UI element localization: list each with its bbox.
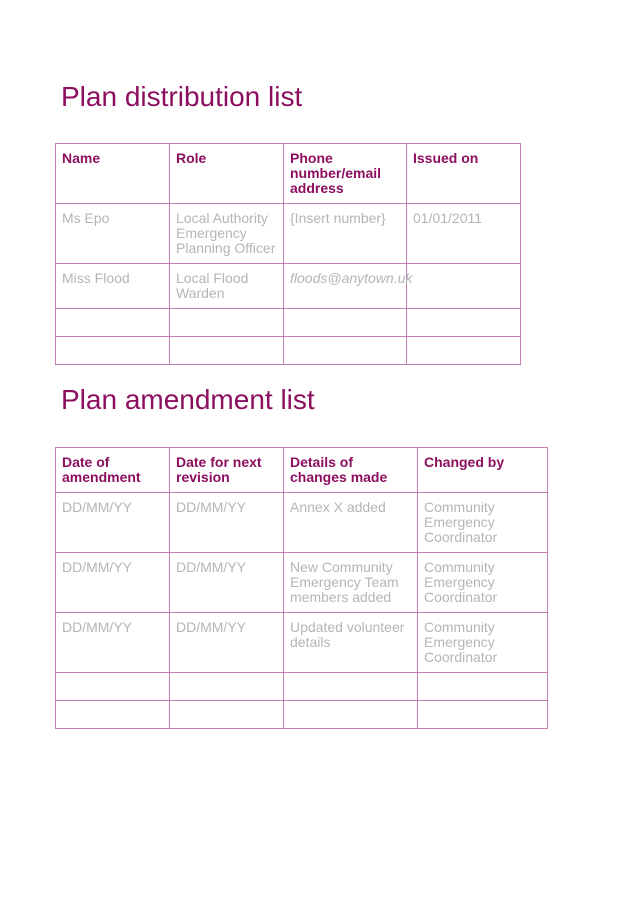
table-row <box>56 493 548 553</box>
table-row <box>56 337 521 365</box>
table-row <box>56 701 548 729</box>
cell: Community Emergency Coordinator <box>418 613 548 673</box>
amendment-title: Plan amendment list <box>61 384 315 415</box>
cell <box>284 673 418 701</box>
cell <box>56 673 170 701</box>
distribution-table <box>55 143 521 365</box>
cell <box>407 264 521 309</box>
cell: Miss Flood <box>56 264 170 309</box>
cell <box>407 309 521 337</box>
cell: Ms Epo <box>56 204 170 264</box>
table-header-row <box>56 144 521 204</box>
header-cell: Date for next revision <box>170 448 284 493</box>
cell: DD/MM/YY <box>56 553 170 613</box>
cell: Community Emergency Coordinator <box>418 553 548 613</box>
table-row <box>56 553 548 613</box>
table-row <box>56 204 521 264</box>
cell <box>170 673 284 701</box>
cell: {Insert number} <box>284 204 407 264</box>
cell: DD/MM/YY <box>170 613 284 673</box>
table-row <box>56 309 521 337</box>
header-cell: Name <box>56 144 170 204</box>
cell: Updated volunteer details <box>284 613 418 673</box>
table-row <box>56 673 548 701</box>
cell: DD/MM/YY <box>170 553 284 613</box>
table-row <box>56 264 521 309</box>
cell <box>418 673 548 701</box>
cell <box>170 701 284 729</box>
cell <box>418 701 548 729</box>
amendment-table <box>55 447 548 729</box>
cell <box>284 337 407 365</box>
cell <box>56 337 170 365</box>
cell: Local Flood Warden <box>170 264 284 309</box>
distribution-title: Plan distribution list <box>61 81 303 112</box>
header-cell: Changed by <box>418 448 548 493</box>
table-header-row <box>56 448 548 493</box>
table-row <box>56 613 548 673</box>
cell <box>284 701 418 729</box>
header-cell: Role <box>170 144 284 204</box>
cell <box>284 309 407 337</box>
cell: New Community Emergency Team members added <box>284 553 418 613</box>
cell <box>407 337 521 365</box>
email-link[interactable]: floods@anytown.uk <box>284 264 407 309</box>
header-cell: Phone number/email address <box>284 144 407 204</box>
cell <box>56 309 170 337</box>
cell: DD/MM/YY <box>56 613 170 673</box>
cell: 01/01/2011 <box>407 204 521 264</box>
cell: Annex X added <box>284 493 418 553</box>
header-cell: Issued on <box>407 144 521 204</box>
cell <box>170 309 284 337</box>
cell: Community Emergency Coordinator <box>418 493 548 553</box>
cell: Local Authority Emergency Planning Officer <box>170 204 284 264</box>
header-cell: Details of changes made <box>284 448 418 493</box>
cell <box>170 337 284 365</box>
cell <box>56 701 170 729</box>
cell: DD/MM/YY <box>170 493 284 553</box>
cell: DD/MM/YY <box>56 493 170 553</box>
header-cell: Date of amendment <box>56 448 170 493</box>
